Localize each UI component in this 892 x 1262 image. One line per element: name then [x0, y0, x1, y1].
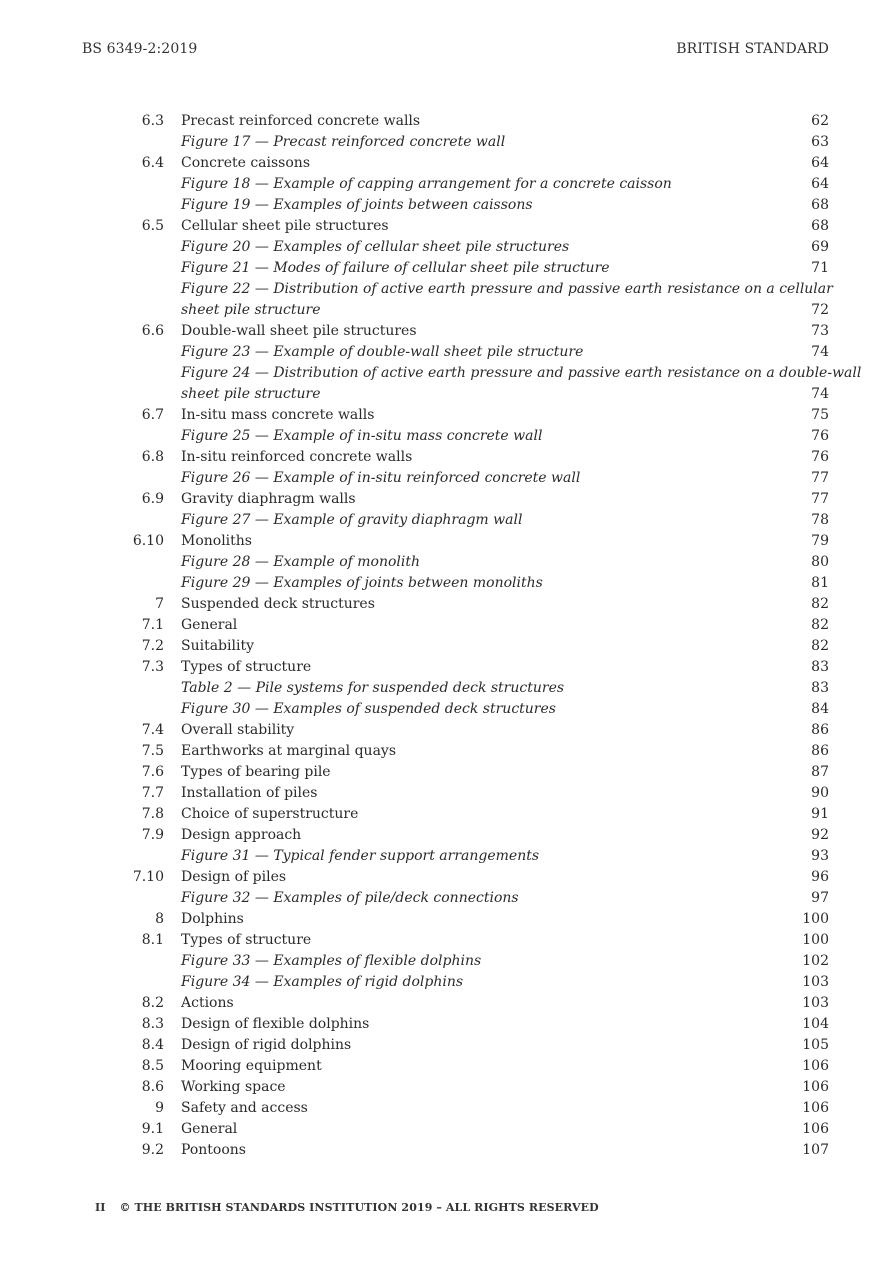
toc-figure-entry: [0, 363, 892, 384]
toc-entry-title: Actions: [181, 995, 234, 1011]
toc-page-number: 79: [811, 533, 829, 549]
toc-section-entry: [0, 909, 892, 930]
toc-figure-entry: [0, 426, 892, 447]
toc-entry-title: Figure 29 — Examples of joints between monoliths: [181, 575, 543, 591]
toc-page-number: 106: [802, 1058, 829, 1074]
toc-figure-entry: [0, 195, 892, 216]
toc-entry-title: In-situ reinforced concrete walls: [181, 449, 413, 465]
toc-entry-title: sheet pile structure: [181, 386, 321, 402]
toc-page-number: 62: [811, 113, 829, 129]
toc-entry-title: Figure 32 — Examples of pile/deck connections: [181, 890, 519, 906]
toc-entry-title: Pontoons: [181, 1142, 246, 1158]
toc-section-entry: [0, 153, 892, 174]
table-of-contents: [0, 111, 892, 1161]
toc-page-number: 74: [811, 386, 829, 402]
toc-section-entry: [0, 447, 892, 468]
toc-page-number: 107: [802, 1142, 829, 1158]
page-footer: [95, 1201, 599, 1214]
toc-figure-entry: [0, 237, 892, 258]
toc-section-entry: [0, 636, 892, 657]
toc-page-number: 68: [811, 218, 829, 234]
toc-figure-entry: [0, 300, 892, 321]
toc-section-entry: [0, 657, 892, 678]
toc-section-number: 8.6: [141, 1079, 164, 1095]
toc-section-number: 9.2: [141, 1142, 164, 1158]
toc-entry-title: Choice of superstructure: [181, 806, 359, 822]
toc-entry-title: In-situ mass concrete walls: [181, 407, 375, 423]
toc-section-entry: [0, 783, 892, 804]
toc-section-number: 8.3: [141, 1016, 164, 1032]
toc-page-number: 102: [802, 953, 829, 969]
toc-section-number: 8.5: [141, 1058, 164, 1074]
toc-figure-entry: [0, 342, 892, 363]
toc-entry-title: Figure 20 — Examples of cellular sheet pile structures: [181, 239, 570, 255]
toc-section-number: 9.1: [141, 1121, 164, 1137]
toc-section-entry: [0, 321, 892, 342]
toc-section-entry: [0, 615, 892, 636]
toc-entry-title: Suspended deck structures: [181, 596, 375, 612]
toc-section-number: 7.7: [141, 785, 164, 801]
toc-section-entry: [0, 1056, 892, 1077]
toc-page-number: 81: [811, 575, 829, 591]
toc-page-number: 72: [811, 302, 829, 318]
toc-page-number: 103: [802, 974, 829, 990]
toc-entry-title: Suitability: [181, 638, 254, 654]
toc-page-number: 76: [811, 449, 829, 465]
toc-section-number: 8.2: [141, 995, 164, 1011]
toc-page-number: 100: [802, 911, 829, 927]
toc-section-number: 8.1: [141, 932, 164, 948]
toc-section-entry: [0, 804, 892, 825]
toc-section-number: 6.8: [141, 449, 164, 465]
toc-page-number: 69: [811, 239, 829, 255]
toc-section-number: 6.7: [141, 407, 164, 423]
toc-page-number: 75: [811, 407, 829, 423]
toc-page-number: 68: [811, 197, 829, 213]
toc-figure-entry: [0, 972, 892, 993]
toc-entry-title: Figure 22 — Distribution of active earth pressure and passive earth resistance on a cellular: [181, 281, 833, 297]
toc-figure-entry: [0, 699, 892, 720]
toc-figure-entry: [0, 258, 892, 279]
toc-entry-title: Double-wall sheet pile structures: [181, 323, 417, 339]
toc-section-entry: [0, 762, 892, 783]
toc-entry-title: Earthworks at marginal quays: [181, 743, 397, 759]
toc-page-number: 73: [811, 323, 829, 339]
toc-entry-title: Figure 27 — Example of gravity diaphragm wall: [181, 512, 523, 528]
toc-entry-title: Figure 28 — Example of monolith: [181, 554, 421, 570]
toc-figure-entry: [0, 573, 892, 594]
toc-section-entry: [0, 489, 892, 510]
toc-section-number: 7.2: [141, 638, 164, 654]
toc-page-number: 90: [811, 785, 829, 801]
toc-figure-entry: [0, 888, 892, 909]
toc-section-entry: [0, 825, 892, 846]
toc-page-number: 100: [802, 932, 829, 948]
toc-entry-title: Table 2 — Pile systems for suspended deck structures: [181, 680, 565, 696]
toc-entry-title: Figure 21 — Modes of failure of cellular sheet pile structure: [181, 260, 610, 276]
toc-entry-title: Figure 34 — Examples of rigid dolphins: [181, 974, 464, 990]
toc-entry-title: Design of flexible dolphins: [181, 1016, 370, 1032]
toc-page-number: 83: [811, 680, 829, 696]
copyright-notice: © THE BRITISH STANDARDS INSTITUTION 2019 – ALL RIGHTS RESERVED: [119, 1201, 599, 1214]
page-number: II: [95, 1201, 106, 1214]
toc-section-number: 7.10: [132, 869, 164, 885]
toc-entry-title: Types of structure: [181, 932, 312, 948]
toc-section-entry: [0, 1119, 892, 1140]
toc-section-number: 6.10: [132, 533, 164, 549]
toc-page-number: 97: [811, 890, 829, 906]
toc-entry-title: Working space: [181, 1079, 286, 1095]
toc-section-entry: [0, 1035, 892, 1056]
toc-entry-title: Types of structure: [181, 659, 312, 675]
toc-section-number: 8: [155, 911, 164, 927]
toc-section-number: 7.5: [141, 743, 164, 759]
toc-page-number: 92: [811, 827, 829, 843]
toc-page-number: 64: [811, 176, 829, 192]
toc-page-number: 106: [802, 1100, 829, 1116]
toc-entry-title: Cellular sheet pile structures: [181, 218, 389, 234]
toc-section-number: 7.1: [141, 617, 164, 633]
toc-page-number: 104: [802, 1016, 829, 1032]
toc-page-number: 91: [811, 806, 829, 822]
toc-page-number: 77: [811, 491, 829, 507]
toc-entry-title: Types of bearing pile: [181, 764, 331, 780]
toc-section-number: 6.6: [141, 323, 164, 339]
toc-section-number: 7.3: [141, 659, 164, 675]
toc-section-number: 7: [155, 596, 164, 612]
toc-figure-entry: [0, 468, 892, 489]
toc-section-number: 6.9: [141, 491, 164, 507]
toc-section-entry: [0, 741, 892, 762]
toc-page-number: 106: [802, 1079, 829, 1095]
toc-section-entry: [0, 993, 892, 1014]
toc-entry-title: Precast reinforced concrete walls: [181, 113, 421, 129]
toc-page-number: 82: [811, 638, 829, 654]
toc-figure-entry: [0, 510, 892, 531]
toc-section-number: 9: [155, 1100, 164, 1116]
toc-page-number: 87: [811, 764, 829, 780]
toc-page-number: 82: [811, 596, 829, 612]
toc-entry-title: General: [181, 617, 238, 633]
toc-section-entry: [0, 867, 892, 888]
toc-entry-title: Mooring equipment: [181, 1058, 322, 1074]
toc-entry-title: Concrete caissons: [181, 155, 311, 171]
toc-page-number: 93: [811, 848, 829, 864]
document-code: BS 6349-2:2019: [82, 41, 198, 57]
toc-section-number: 7.9: [141, 827, 164, 843]
toc-entry-title: Installation of piles: [181, 785, 318, 801]
toc-entry-title: Figure 23 — Example of double-wall sheet pile structure: [181, 344, 584, 360]
toc-entry-title: Figure 26 — Example of in-situ reinforced concrete wall: [181, 470, 581, 486]
toc-page-number: 71: [811, 260, 829, 276]
toc-section-number: 6.5: [141, 218, 164, 234]
toc-page-number: 63: [811, 134, 829, 150]
toc-section-entry: [0, 1140, 892, 1161]
toc-figure-entry: [0, 846, 892, 867]
toc-section-entry: [0, 720, 892, 741]
toc-section-entry: [0, 930, 892, 951]
toc-page-number: 86: [811, 743, 829, 759]
toc-entry-title: Figure 18 — Example of capping arrangement for a concrete caisson: [181, 176, 672, 192]
toc-section-number: 7.4: [141, 722, 164, 738]
toc-section-number: 6.3: [141, 113, 164, 129]
toc-page-number: 80: [811, 554, 829, 570]
toc-section-number: 8.4: [141, 1037, 164, 1053]
toc-section-entry: [0, 531, 892, 552]
toc-section-number: 6.4: [141, 155, 164, 171]
toc-entry-title: Figure 31 — Typical fender support arrangements: [181, 848, 540, 864]
toc-entry-title: Safety and access: [181, 1100, 308, 1116]
toc-section-entry: [0, 405, 892, 426]
toc-page-number: 78: [811, 512, 829, 528]
toc-page-number: 103: [802, 995, 829, 1011]
toc-figure-entry: [0, 678, 892, 699]
toc-entry-title: Figure 25 — Example of in-situ mass concrete wall: [181, 428, 543, 444]
toc-figure-entry: [0, 174, 892, 195]
toc-section-number: 7.6: [141, 764, 164, 780]
toc-entry-title: Overall stability: [181, 722, 295, 738]
toc-page-number: 106: [802, 1121, 829, 1137]
toc-entry-title: Design of piles: [181, 869, 287, 885]
toc-entry-title: Gravity diaphragm walls: [181, 491, 356, 507]
toc-page-number: 86: [811, 722, 829, 738]
toc-page-number: 96: [811, 869, 829, 885]
toc-figure-entry: [0, 279, 892, 300]
toc-entry-title: Figure 33 — Examples of flexible dolphins: [181, 953, 482, 969]
toc-page-number: 74: [811, 344, 829, 360]
toc-page-number: 77: [811, 470, 829, 486]
toc-figure-entry: [0, 951, 892, 972]
toc-entry-title: Figure 17 — Precast reinforced concrete wall: [181, 134, 506, 150]
toc-page-number: 76: [811, 428, 829, 444]
toc-section-number: 7.8: [141, 806, 164, 822]
toc-entry-title: sheet pile structure: [181, 302, 321, 318]
toc-section-entry: [0, 594, 892, 615]
publisher-heading: BRITISH STANDARD: [676, 41, 829, 57]
toc-figure-entry: [0, 384, 892, 405]
toc-section-entry: [0, 1014, 892, 1035]
toc-section-entry: [0, 1098, 892, 1119]
toc-entry-title: General: [181, 1121, 238, 1137]
toc-page-number: 82: [811, 617, 829, 633]
toc-page-number: 83: [811, 659, 829, 675]
toc-entry-title: Design of rigid dolphins: [181, 1037, 352, 1053]
toc-figure-entry: [0, 552, 892, 573]
toc-entry-title: Monoliths: [181, 533, 252, 549]
toc-page-number: 84: [811, 701, 829, 717]
toc-section-entry: [0, 111, 892, 132]
toc-section-entry: [0, 216, 892, 237]
toc-figure-entry: [0, 132, 892, 153]
toc-page-number: 105: [802, 1037, 829, 1053]
toc-entry-title: Design approach: [181, 827, 302, 843]
toc-entry-title: Figure 19 — Examples of joints between caissons: [181, 197, 533, 213]
toc-entry-title: Figure 24 — Distribution of active earth pressure and passive earth resistance on a double-wall: [181, 365, 862, 381]
toc-section-entry: [0, 1077, 892, 1098]
toc-entry-title: Dolphins: [181, 911, 244, 927]
toc-page-number: 64: [811, 155, 829, 171]
toc-entry-title: Figure 30 — Examples of suspended deck structures: [181, 701, 556, 717]
